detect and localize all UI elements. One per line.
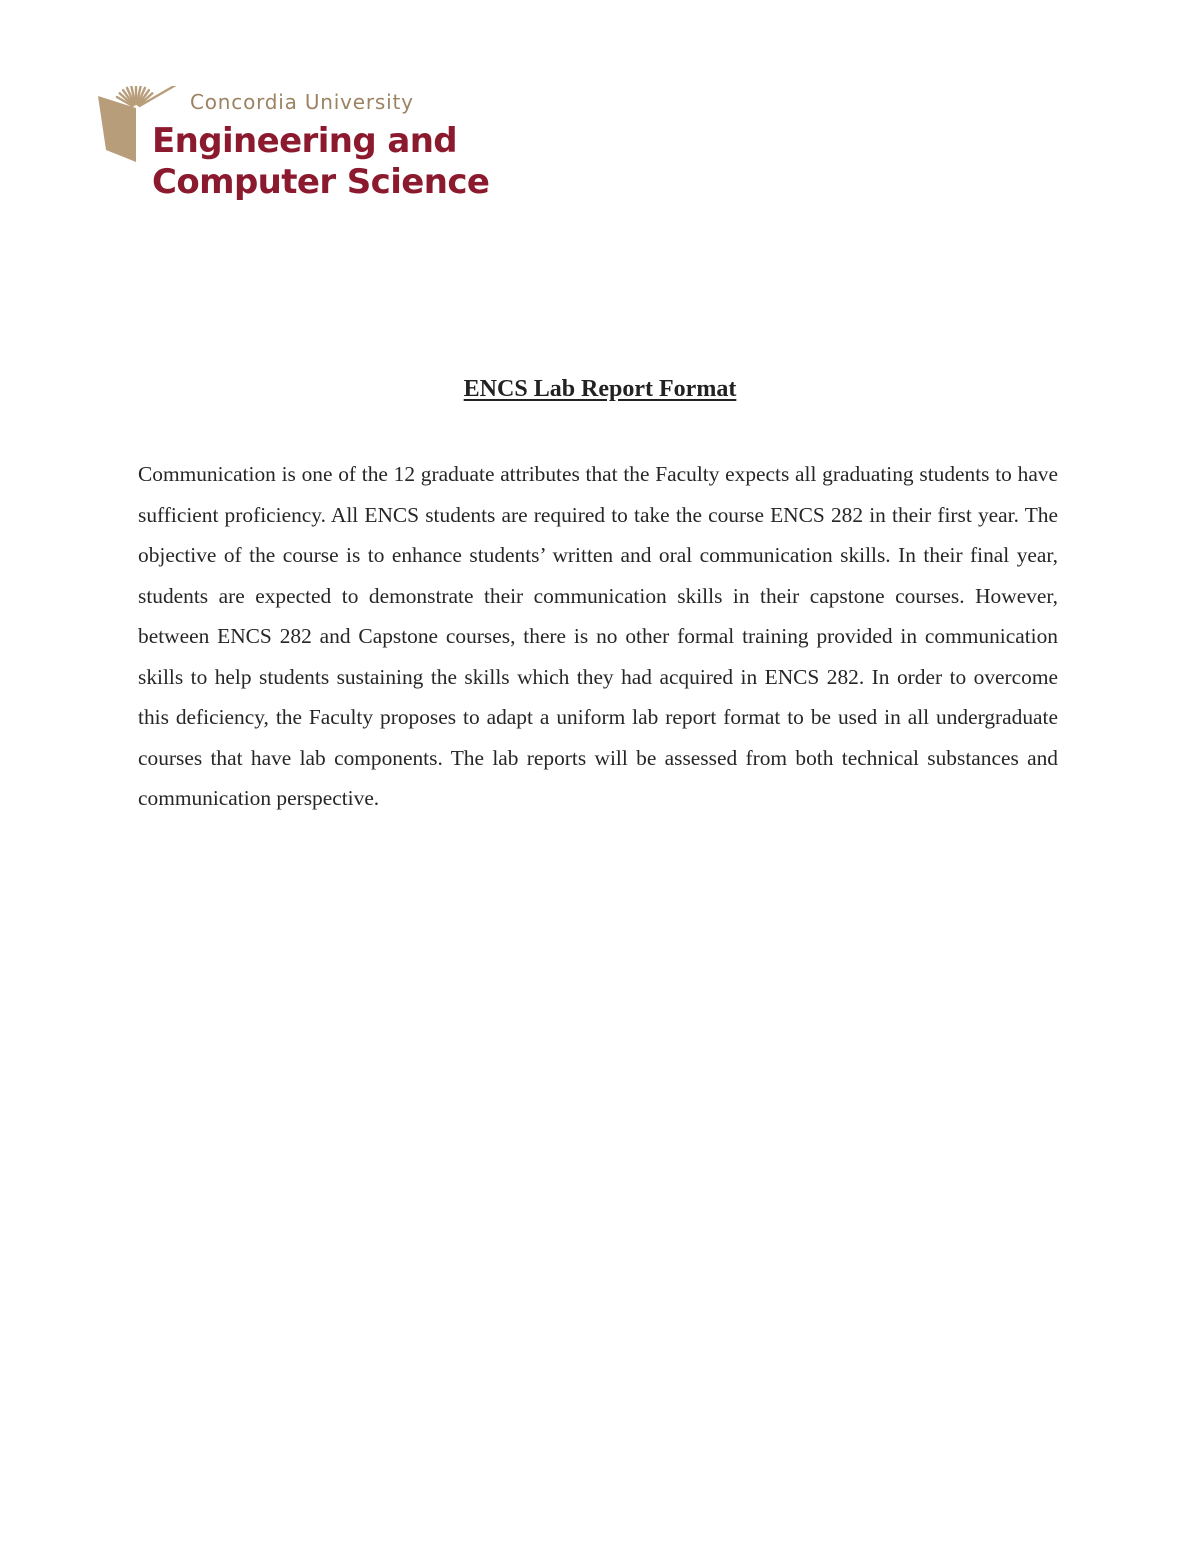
university-logo: [96, 86, 496, 211]
body-paragraph: Communication is one of the 12 graduate attributes that the Faculty expects all graduating students to have sufficient proficiency. All ENCS students are required to take the course ENCS 282 in their first year. The objective of the course is to enhance students’ written and oral communication skills. In their final year, students are expected to demonstrate their communication skills in their capstone courses. However, between ENCS 282 and Capstone courses, there is no other formal training provided in communication skills to help students sustaining the skills which they had acquired in ENCS 282. In order to overcome this deficiency, the Faculty proposes to adapt a uniform lab report format to be used in all undergraduate courses that have lab components. The lab reports will be assessed from both technical substances and communication perspective.: [138, 462, 1058, 810]
logo-university-name: Concordia University: [190, 90, 414, 114]
logo-faculty-line-1: Engineering and: [152, 121, 458, 161]
logo-faculty-line-2: Computer Science: [152, 162, 490, 202]
document-title: ENCS Lab Report Format: [463, 376, 737, 402]
